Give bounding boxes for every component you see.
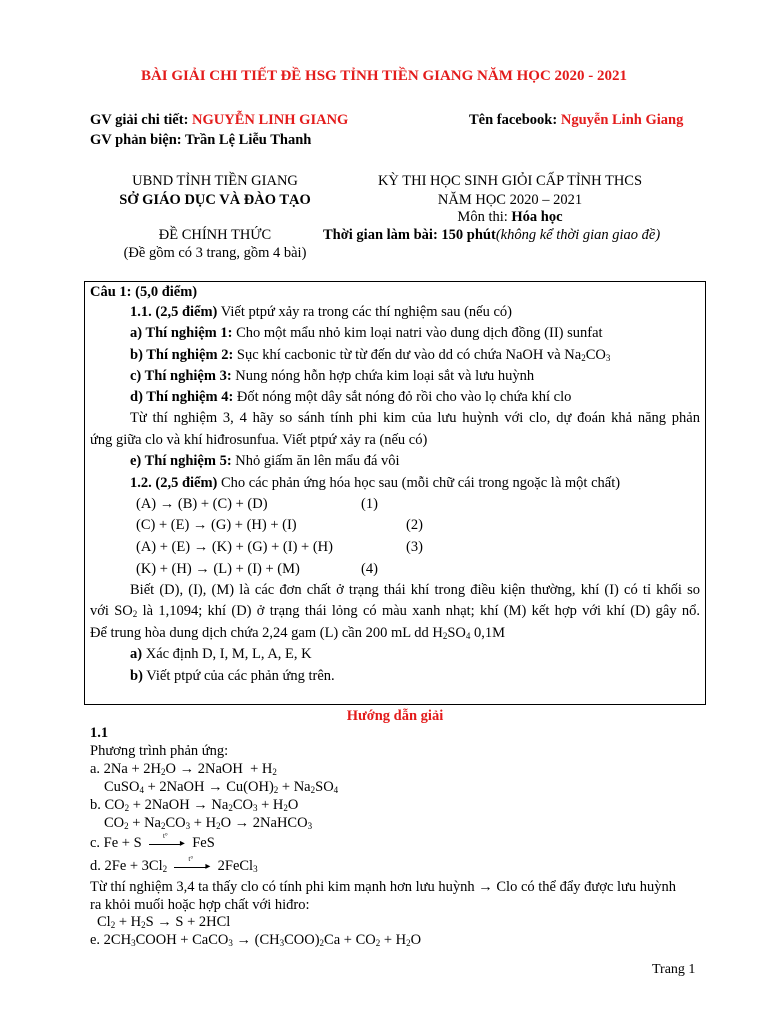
exp-b-line: b) Thí nghiệm 2: Sục khí cacbonic từ từ đến dư vào dd có chứa NaOH và $Na_2CO_3$: [130, 347, 611, 363]
exp-e-line: [130, 453, 400, 470]
exp-d-text: Đốt nóng một dây sắt nóng đỏ rồi cho vào lọ chứa khí clo: [233, 389, 572, 405]
reaction-3: (A) + (E) → (K) + (G) + (I) + (H): [136, 539, 333, 555]
eq-b1: b. $CO_2$ + 2NaOH → $Na_2CO_3 + H_2O$: [90, 797, 299, 813]
sun-line-1: Từ thí nghiệm 3,4 ta thấy clo có tính phi kim mạnh hơn lưu huỳnh → Clo có thể đẩy được lưu huỳnh: [90, 879, 677, 895]
time-line: [323, 227, 660, 244]
q12-label: 1.2. (2,5 điểm): [130, 475, 218, 491]
subject-line: [340, 209, 680, 226]
exp-e-text: Nhỏ giấm ăn lên mẩu đá vôi: [231, 453, 400, 469]
exp-e-label: e) Thí nghiệm 5:: [130, 453, 232, 469]
facebook-label: Tên facebook:: [469, 112, 561, 128]
teacher-name: NGUYỄN LINH GIANG: [192, 112, 349, 128]
q11-text: Viết ptpứ xảy ra trong các thí nghiệm sau (nếu có): [217, 304, 513, 320]
solution-heading: Hướng dẫn giải: [346, 708, 444, 724]
pages-note: (Đề gồm có 3 trang, gồm 4 bài): [123, 245, 307, 261]
reaction-1-number: (1): [361, 496, 378, 512]
exp-d-label: d) Thí nghiệm 4:: [130, 389, 234, 405]
info-2b: là 1,1094; khí (D) ở trạng thái lỏng có màu xanh nhạt; khí (M) kết hợp với khí (D) gây nổ.: [137, 603, 700, 619]
reaction-2-number: (2): [406, 517, 423, 533]
exp-b-text: Sục khí cacbonic từ từ đến dư vào dd có chứa NaOH và Na: [233, 347, 582, 363]
page-number: Trang 1: [652, 962, 696, 977]
reaction-4-number: (4): [361, 561, 378, 577]
left-header-line1: UBND TỈNH TIỀN GIANG: [132, 173, 298, 189]
solution-intro: Phương trình phản ứng:: [90, 743, 229, 759]
q11-line: [130, 304, 512, 321]
document-title: BÀI GIẢI CHI TIẾT ĐỀ HSG TỈNH TIỀN GIANG NĂM HỌC 2020 - 2021: [140, 68, 628, 84]
official-label: ĐỀ CHÍNH THỨC: [158, 227, 272, 243]
facebook-name: Nguyễn Linh Giang: [560, 112, 684, 128]
time-note: (không kể thời gian giao đề): [495, 227, 661, 243]
exp-a-label: a) Thí nghiệm 1:: [130, 325, 233, 341]
solution-part: 1.1: [90, 725, 109, 741]
school-year: NĂM HỌC 2020 – 2021: [437, 192, 583, 208]
exp-c-line: [130, 368, 534, 385]
info-line-2: với $SO_2$ là 1,1094; khí (D) ở trạng thái lỏng có màu xanh nhạt; khí (M) kết hợp với khí (D) gây nổ.: [90, 603, 700, 619]
q11-label: 1.1. (2,5 điểm): [130, 304, 218, 320]
compare-line-2: ứng giữa clo và khí hiđrosunfua. Viết ptpứ xảy ra (nếu có): [90, 432, 428, 448]
eq-c: c. Fe + S t° ▸ FeS: [90, 831, 215, 851]
reaction-1: (A) → (B) + (C) + (D): [136, 496, 268, 512]
heat-arrow-icon: t° ▸: [174, 861, 210, 873]
eq-a1: a. $2Na + 2H_2O$ → 2NaOH + $H_2$: [90, 761, 277, 777]
eq-cl2-h2s: $Cl_2 + H_2S \to S + 2HCl$: [97, 914, 231, 930]
sun-line-2: ra khỏi muối hoặc hợp chất với hiđro:: [90, 897, 310, 913]
q12-line: [130, 475, 620, 492]
compare-line-1: Từ thí nghiệm 3, 4 hãy so sánh tính phi kim của lưu huỳnh với clo, dự đoán khả năng phản: [130, 410, 700, 426]
reaction-2: (C) + (E) → (G) + (H) + (I): [136, 517, 297, 533]
heat-arrow-icon: t° ▸: [149, 838, 185, 850]
left-header-line2: SỞ GIÁO DỤC VÀ ĐÀO TẠO: [119, 192, 311, 208]
eq-a2: CuSO$_4$ + 2NaOH → $Cu(OH)_2 + Na_2SO_4$: [104, 779, 339, 795]
question-1-heading: Câu 1: (5,0 điểm): [90, 284, 198, 300]
info-2a: với SO: [90, 603, 133, 619]
q12-text: Cho các phản ứng hóa học sau (mỗi chữ cái trong ngoặc là một chất): [217, 475, 621, 491]
teacher-line: [90, 112, 348, 129]
time-label: Thời gian làm bài: 150 phút: [323, 227, 496, 243]
info-3c: 0,1M: [470, 625, 506, 641]
reaction-4: (K) + (H) → (L) + (I) + (M): [136, 561, 300, 577]
teacher-label: GV giải chi tiết:: [90, 112, 193, 128]
task-b-label: b): [130, 668, 143, 684]
task-a-text: Xác định D, I, M, L, A, E, K: [142, 646, 312, 662]
task-b-line: [130, 668, 335, 685]
exam-name: KỲ THI HỌC SINH GIỎI CẤP TỈNH THCS: [377, 173, 643, 189]
eq-b2: $CO_2 + Na_2CO_3 + H_2O$ → 2NaHCO$_3$: [104, 815, 313, 831]
task-b-text: Viết ptpứ của các phản ứng trên.: [142, 668, 335, 684]
info-line-1: Biết (D), (I), (M) là các đơn chất ở trạng thái khí trong điều kiện thường, khí (I) có tỉ khối so: [130, 582, 700, 598]
exp-d-line: [130, 389, 571, 406]
exp-a-line: [130, 325, 603, 342]
reaction-3-number: (3): [406, 539, 423, 555]
subject-label: Môn thi:: [457, 209, 512, 225]
exp-b-label: b) Thí nghiệm 2:: [130, 347, 234, 363]
eq-d: d. $2Fe + 3Cl_2$ t° ▸ 2FeCl$_3$: [90, 854, 258, 874]
info-line-3: Để trung hòa dung dịch chứa 2,24 gam (L) cần 200 mL dd $H_2SO_4$ 0,1M: [90, 625, 506, 641]
exp-a-text: Cho một mẩu nhỏ kim loại natri vào dung dịch đồng (II) sunfat: [232, 325, 603, 341]
exp-c-label: c) Thí nghiệm 3:: [130, 368, 232, 384]
subject-value: Hóa học: [511, 209, 563, 225]
info-3b: SO: [447, 625, 466, 641]
eq-e: e. $2CH_3COOH$ + CaCO$_3$ → $(CH_3COO)_2Ca + CO_2 + H_2O$: [90, 932, 422, 948]
exp-c-text: Nung nóng hỗn hợp chứa kim loại sắt và lưu huỳnh: [231, 368, 535, 384]
task-a-line: [130, 646, 312, 663]
reviewer-line: GV phản biện: Trần Lệ Liễu Thanh: [90, 132, 312, 148]
task-a-label: a): [130, 646, 143, 662]
info-3a: Để trung hòa dung dịch chứa 2,24 gam (L) cần 200 mL dd H: [90, 625, 443, 641]
facebook-line: [469, 112, 683, 129]
